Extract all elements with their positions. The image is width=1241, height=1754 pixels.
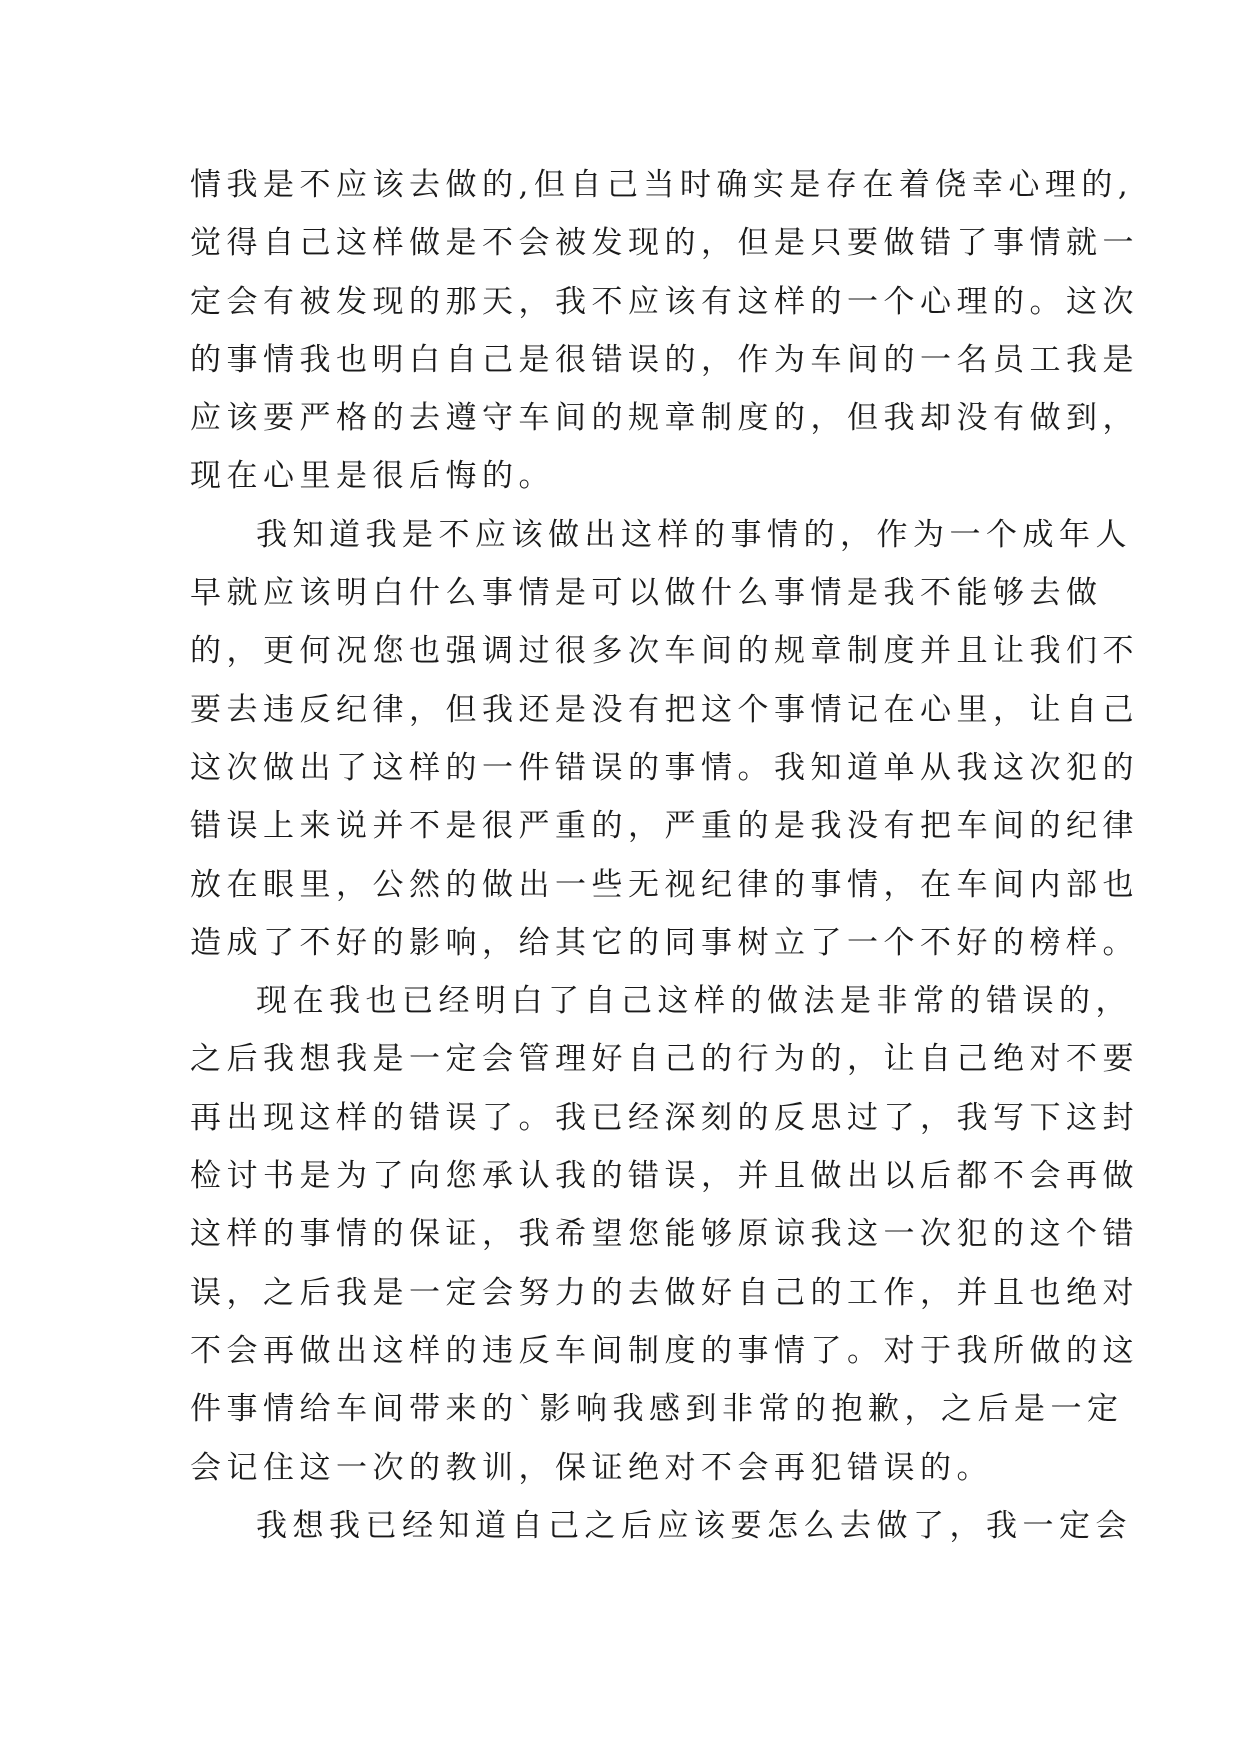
text-line: 错误上来说并不是很严重的，严重的是我没有把车间的纪律: [190, 808, 1139, 845]
text-line: 放在眼里，公然的做出一些无视纪律的事情，在车间内部也: [190, 866, 1139, 903]
text-line: 觉得自己这样做是不会被发现的，但是只要做错了事情就一: [190, 225, 1139, 262]
text-line: 早就应该明白什么事情是可以做什么事情是我不能够去做: [190, 575, 1103, 612]
paragraph: [190, 506, 1139, 972]
text-line: 应该要严格的去遵守车间的规章制度的，但我却没有做到，: [190, 400, 1139, 437]
paragraph: [190, 156, 1139, 506]
text-line: 再出现这样的错误了。我已经深刻的反思过了，我写下这封: [190, 1099, 1139, 1136]
text-line: 现在我也已经明白了自己这样的做法是非常的错误的，: [256, 983, 1132, 1020]
paragraph: [190, 1497, 1132, 1555]
text-line: 这次做出了这样的一件错误的事情。我知道单从我这次犯的: [190, 749, 1139, 786]
text-line: 的，更何况您也强调过很多次车间的规章制度并且让我们不: [190, 633, 1139, 670]
text-line: 检讨书是为了向您承认我的错误，并且做出以后都不会再做: [190, 1158, 1139, 1195]
text-line: 我想我已经知道自己之后应该要怎么去做了，我一定会: [256, 1507, 1132, 1544]
text-line: 这样的事情的保证，我希望您能够原谅我这一次犯的这个错: [190, 1216, 1139, 1253]
text-line: 造成了不好的影响，给其它的同事树立了一个不好的榜样。: [190, 924, 1139, 961]
text-line: 现在心里是很后悔的。: [190, 458, 555, 495]
text-line: 要去违反纪律，但我还是没有把这个事情记在心里，让自己: [190, 691, 1139, 728]
text-line: 会记住这一次的教训，保证绝对不会再犯错误的。: [190, 1449, 993, 1486]
text-line: 不会再做出这样的违反车间制度的事情了。对于我所做的这: [190, 1332, 1139, 1369]
text-line: 我知道我是不应该做出这样的事情的，作为一个成年人: [256, 516, 1132, 553]
text-line: 情我是不应该去做的,但自己当时确实是存在着侥幸心理的,: [190, 167, 1134, 203]
paragraph: [190, 972, 1139, 1497]
text-line: 件事情给车间带来的`影响我感到非常的抱歉，之后是一定: [190, 1391, 1124, 1428]
text-line: 之后我想我是一定会管理好自己的行为的，让自己绝对不要: [190, 1041, 1139, 1078]
text-line: 误，之后我是一定会努力的去做好自己的工作，并且也绝对: [190, 1274, 1139, 1311]
text-line: 的事情我也明白自己是很错误的，作为车间的一名员工我是: [190, 341, 1139, 378]
text-line: 定会有被发现的那天，我不应该有这样的一个心理的。这次: [190, 283, 1139, 320]
document-body: [190, 156, 1139, 1555]
